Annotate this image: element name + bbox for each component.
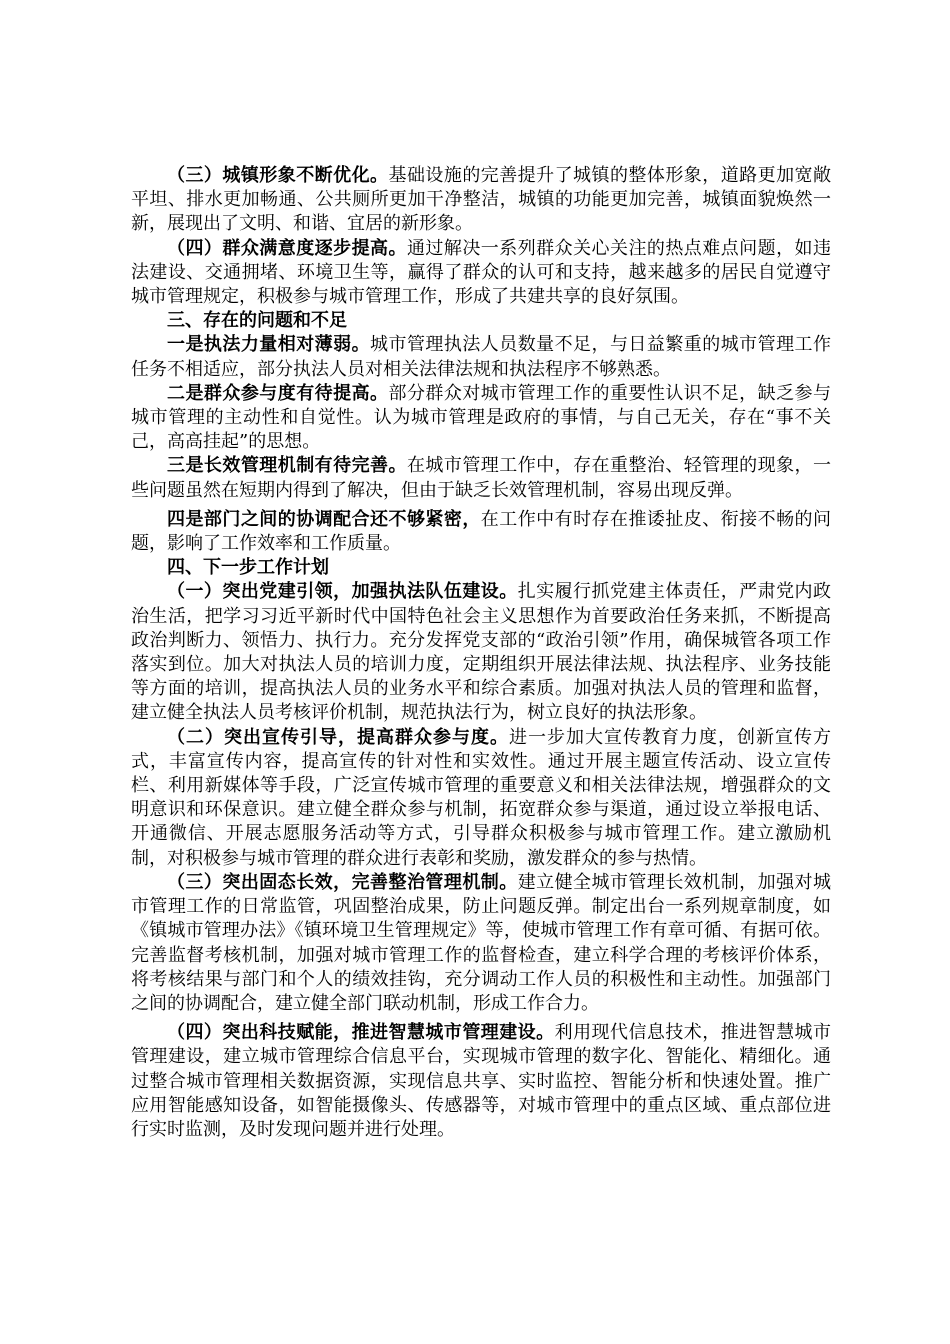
paragraph-plan-1 xyxy=(131,580,831,725)
section-heading-problems: 三、存在的问题和不足 xyxy=(167,310,347,332)
paragraph-problem-2 xyxy=(131,382,831,455)
paragraph-body: 通过解决一系列群众关心关注的热点难点问题，如违法建设、交通拥堵、环境卫生等，赢得了群众的认可和支持，越来越多的居民自觉遵守城市管理规定，积极参与城市管理工作，形成了共建共享的良好氛围。 xyxy=(131,237,832,308)
paragraph-town-image xyxy=(131,164,831,237)
paragraph-body: 进一步加大宣传教育力度，创新宣传方式，丰富宣传内容，提高宣传的针对性和实效性。通过开展主题宣传活动、设立宣传栏、利用新媒体等手段，广泛宣传城市管理的重要意义和相关法律法规，增强群众的文明意识和环保意识。建立健全群众参与机制，拓宽群众参与渠道，通过设立举报电话、开通微信、开展志愿服务活动等方式，引导群众积极参与城市管理工作。建立激励机制，对积极参与城市管理的群众进行表彰和奖励，激发群众的参与热情。 xyxy=(131,726,831,869)
paragraph-body: 扎实履行抓党建主体责任，严肃党内政治生活，把学习习近平新时代中国特色社会主义思想作为首要政治任务来抓，不断提高政治判断力、领悟力、执行力。充分发挥党支部的“政治引领”作用，确保城管各项工作落实到位。加大对执法人员的培训力度，定期组织开展法律法规、执法程序、业务技能等方面的培训，提高执法人员的业务水平和综合素质。加强对执法人员的管理和监督，建立健全执法人员考核评价机制，规范执法行为，树立良好的执法形象。 xyxy=(131,581,832,724)
paragraph-lead: 二是群众参与度有待提高。 xyxy=(167,382,389,404)
paragraph-body: 城市管理执法人员数量不足，与日益繁重的城市管理工作任务不相适应，部分执法人员对相关法律法规和执法程序不够熟悉。 xyxy=(131,334,832,380)
paragraph-plan-3 xyxy=(131,871,831,1016)
paragraph-lead: 三是长效管理机制有待完善。 xyxy=(167,455,407,477)
paragraph-public-satisfaction xyxy=(131,237,831,310)
paragraph-body: 在城市管理工作中，存在重整治、轻管理的现象，一些问题虽然在短期内得到了解决，但由于缺乏长效管理机制，容易出现反弹。 xyxy=(131,455,832,501)
paragraph-lead: （三）突出固态长效，完善整治管理机制。 xyxy=(167,871,518,893)
paragraph-lead: （四）群众满意度逐步提高。 xyxy=(167,237,407,259)
paragraph-plan-2 xyxy=(131,726,831,871)
paragraph-lead: （一）突出党建引领，加强执法队伍建设。 xyxy=(167,581,518,603)
paragraph-lead: （四）突出科技赋能，推进智慧城市管理建设。 xyxy=(167,1022,555,1044)
paragraph-plan-4 xyxy=(131,1021,831,1142)
paragraph-lead: 四是部门之间的协调配合还不够紧密， xyxy=(167,508,481,530)
paragraph-lead: （三）城镇形象不断优化。 xyxy=(167,165,389,186)
paragraph-lead: 一是执法力量相对薄弱。 xyxy=(167,334,371,356)
paragraph-problem-3 xyxy=(131,454,831,502)
paragraph-lead: （二）突出宣传引导，提高群众参与度。 xyxy=(167,726,509,748)
paragraph-problem-1 xyxy=(131,333,831,381)
paragraph-body: 在工作中有时存在推诿扯皮、衔接不畅的问题，影响了工作效率和工作质量。 xyxy=(131,508,832,555)
paragraph-body: 建立健全城市管理长效机制，加强对城市管理工作的日常监管，巩固整治成果，防止问题反弹。制定出台一系列规章制度，如《镇城市管理办法》《镇环境卫生管理规定》等，使城市管理工作有章可循、有据可依。完善监督考核机制，加强对城市管理工作的监督检查，建立科学合理的考核评价体系，将考核结果与部门和个人的绩效挂钩，充分调动工作人员的积极性和主动性。加强部门之间的协调配合，建立健全部门联动机制，形成工作合力。 xyxy=(131,871,832,1014)
paragraph-problem-4 xyxy=(131,508,831,556)
paragraph-body: 部分群众对城市管理工作的重要性认识不足，缺乏参与城市管理的主动性和自觉性。认为城市管理是政府的事情，与自己无关，存在“事不关己，高高挂起”的思想。 xyxy=(131,382,831,453)
section-heading-next-steps: 四、下一步工作计划 xyxy=(167,557,329,579)
paragraph-body: 利用现代信息技术，推进智慧城市管理建设，建立城市管理综合信息平台，实现城市管理的数字化、智能化、精细化。通过整合城市管理相关数据资源，实现信息共享、实时监控、智能分析和快速处置。推广应用智能感知设备，如智能摄像头、传感器等，对城市管理中的重点区域、重点部位进行实时监测，及时发现问题并进行处理。 xyxy=(131,1022,832,1140)
document-page xyxy=(131,164,831,1142)
paragraph-body: 基础设施的完善提升了城镇的整体形象，道路更加宽敞平坦、排水更加畅通、公共厕所更加干净整洁，城镇的功能更加完善，城镇面貌焕然一新，展现出了文明、和谐、宜居的新形象。 xyxy=(131,165,831,235)
